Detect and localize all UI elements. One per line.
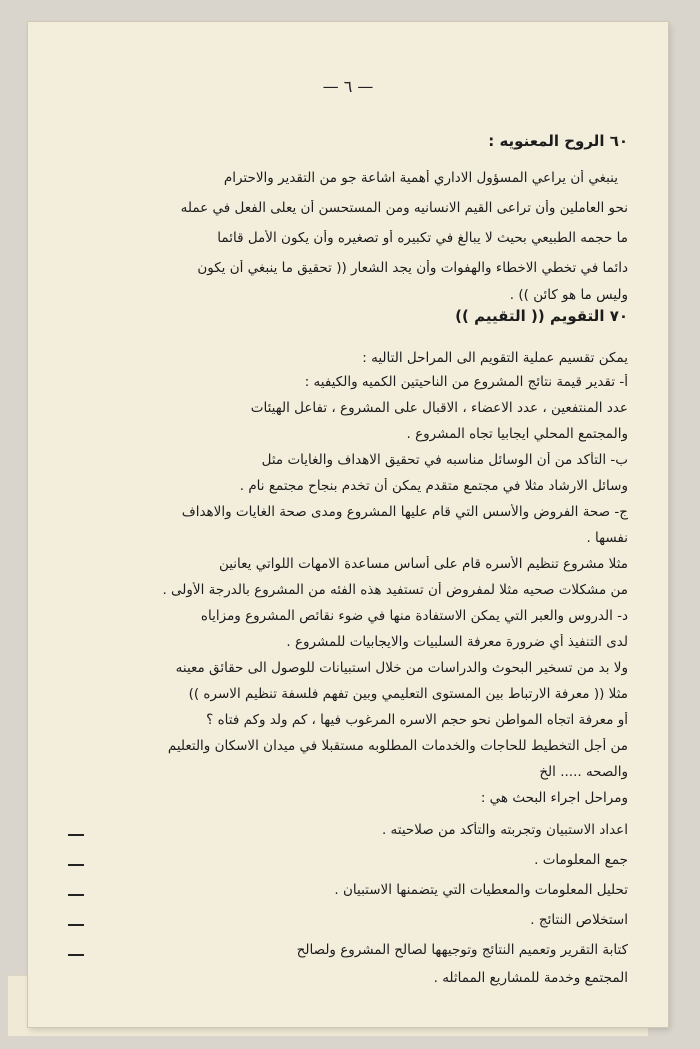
paragraph-line: مثلا مشروع تنظيم الأسره قام على أساس مساعدة الامهات اللواتي يعانين [218, 556, 628, 572]
paragraph-line: مثلا (( معرفة الارتباط بين المستوى التعليمي وبين تفهم فلسفة تنظيم الاسره )) [188, 686, 628, 702]
dash-bullet [68, 834, 84, 836]
step-text: اعداد الاستبيان وتجربته والتأكد من صلاحيته . [381, 822, 628, 838]
paragraph-line: ينبغي أن يراعي المسؤول الاداري أهمية اشاعة جو من التقدير والاحترام [223, 170, 618, 186]
paragraph-line: والصحه ..... الخ [539, 764, 628, 780]
paragraph-line: ما حجمه الطبيعي بحيث لا يبالغ في تكبيره أو تصغيره وأن يكون الأمل قائما [217, 230, 628, 246]
document-page [28, 22, 668, 1027]
heading-evaluation: ٧٠ التقويم (( التقييم )) [455, 307, 628, 325]
paragraph-line: لدى التنفيذ أي ضرورة معرفة السلبيات والايجابيات للمشروع . [286, 634, 628, 650]
paragraph-line: نفسها . [586, 530, 628, 546]
paragraph-line: د- الدروس والعبر التي يمكن الاستفادة منها في ضوء نقائص المشروع ومزاياه [200, 608, 628, 624]
page-number: — ٦ — [322, 77, 374, 96]
paragraph-line: ج- صحة الفروض والأسس التي قام عليها المشروع ومدى صحة الغايات والاهداف [181, 504, 628, 520]
paragraph-line: وسائل الارشاد مثلا في مجتمع متقدم يمكن أن تخدم بنجاح مجتمع نام . [239, 478, 628, 494]
paragraph-line: والمجتمع المحلي ايجابيا تجاه المشروع . [406, 426, 628, 442]
paragraph-line: أو معرفة اتجاه المواطن نحو حجم الاسره المرغوب فيها ، كم ولد وكم فتاه ؟ [206, 712, 628, 728]
step-item [530, 912, 628, 928]
dash-bullet [68, 924, 84, 926]
paragraph-line: نحو العاملين وأن تراعى القيم الانسانيه ومن المستحسن أن يعلى الفعل في عمله [180, 200, 628, 216]
dash-bullet [68, 954, 84, 956]
heading-morale: ٦٠ الروح المعنويه : [488, 132, 628, 150]
paragraph-line: المجتمع وخدمة للمشاريع المماثله . [433, 970, 628, 986]
step-text: جمع المعلومات . [534, 852, 628, 868]
paragraph-line: ولا بد من تسخير البحوث والدراسات من خلال استبيانات للوصول الى حقائق معينه [175, 660, 628, 676]
paragraph-line: دائما في تخطي الاخطاء والهفوات وأن يجد الشعار (( تحقيق ما ينبغي أن يكون [197, 260, 628, 276]
paragraph-line: وليس ما هو كائن )) . [509, 287, 628, 303]
paragraph-line: عدد المنتفعين ، عدد الاعضاء ، الاقبال على المشروع ، تفاعل الهيئات [250, 400, 628, 416]
dash-bullet [68, 894, 84, 896]
paragraph-line: ومراحل اجراء البحث هي : [480, 790, 628, 806]
step-text: تحليل المعلومات والمعطيات التي يتضمنها الاستبيان . [334, 882, 628, 898]
paragraph-line: أ- تقدير قيمة نتائج المشروع من الناحيتين الكميه والكيفيه : [304, 374, 628, 390]
paragraph-line: ب- التأكد من أن الوسائل مناسبه في تحقيق الاهداف والغايات مثل [261, 452, 628, 468]
step-item [534, 852, 628, 868]
step-item [382, 822, 628, 838]
dash-bullet [68, 864, 84, 866]
step-item [334, 882, 628, 898]
step-text: استخلاص النتائج . [530, 912, 628, 928]
step-item [297, 942, 628, 958]
paragraph-line: يمكن تقسيم عملية التقويم الى المراحل التاليه : [362, 350, 628, 366]
step-text: كتابة التقرير وتعميم النتائج وتوجيهها لصالح المشروع ولصالح [296, 942, 628, 958]
paragraph-line: من أجل التخطيط للحاجات والخدمات المطلوبه مستقبلا في ميدان الاسكان والتعليم [167, 738, 628, 754]
paragraph-line: من مشكلات صحيه مثلا لمفروض أن تستفيد هذه الفئه من المشروع بالدرجة الأولى . [162, 582, 628, 598]
